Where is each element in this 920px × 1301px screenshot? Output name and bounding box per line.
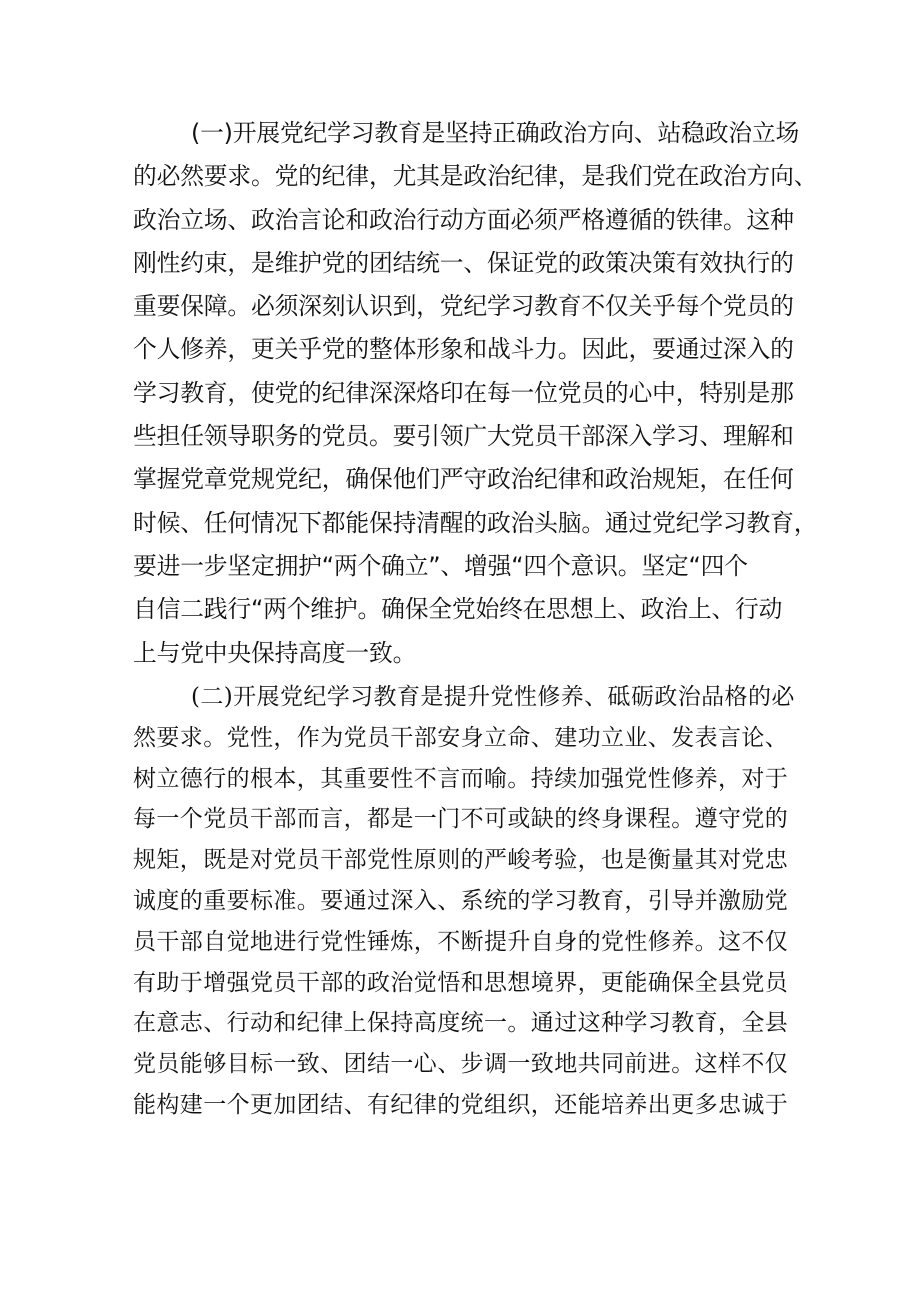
paragraph-line: 些担任领导职务的党员。要引领广大党员干部深入学习、理解和: [133, 422, 794, 451]
paragraph-line: 学习教育，使党的纪律深深烙印在每一位党员的心中，特别是那: [133, 378, 794, 407]
paragraph-line: 个人修养，更关乎党的整体形象和战斗力。因此，要通过深入的: [133, 335, 794, 364]
paragraph-line: 党员能够目标一致、团结一心、步调一致地共同前进。这样不仅: [133, 1051, 789, 1078]
paragraph-line: 自信二践行“两个维护。确保全党始终在思想上、政治上、行动: [133, 595, 783, 624]
paragraph-2: [133, 677, 798, 1126]
paragraph-1: [133, 112, 818, 675]
paragraph-line: 员干部自觉地进行党性锤炼，不断提升自身的党性修养。这不仅: [133, 928, 789, 955]
paragraph-line: 在意志、行动和纪律上保持高度统一。通过这种学习教育，全县: [133, 1010, 789, 1037]
paragraph-line: 树立德行的根本，其重要性不言而喻。持续加强党性修养，对于: [133, 765, 789, 792]
paragraph-line: 规矩，既是对党员干部党性原则的严峻考验，也是衡量其对党忠: [133, 847, 789, 874]
paragraph-line: 时候、任何情况下都能保持清醒的政治头脑。通过党纪学习教育，: [133, 508, 818, 537]
paragraph-line: 要进一步坚定拥护“两个确立”、增强“四个意识。坚定“四个: [133, 551, 748, 580]
paragraph-line: 刚性约束，是维护党的团结统一、保证党的政策决策有效执行的: [133, 248, 794, 277]
paragraph-line: 重要保障。必须深刻认识到，党纪学习教育不仅关乎每个党员的: [133, 292, 794, 321]
paragraph-line: 有助于增强党员干部的政治觉悟和思想境界，更能确保全县党员: [133, 969, 789, 996]
paragraph-line: 政治立场、政治言论和政治行动方面必须严格遵循的铁律。这种: [133, 205, 794, 234]
paragraph-line: (一)开展党纪学习教育是坚持正确政治方向、站稳政治立场: [191, 119, 800, 147]
paragraph-line: 每一个党员干部而言，都是一门不可或缺的终身课程。遵守党的: [133, 806, 789, 833]
paragraph-line: (二)开展党纪学习教育是提升党性修养、砥砺政治品格的必: [191, 684, 795, 710]
paragraph-line: 掌握党章党规党纪，确保他们严守政治纪律和政治规矩，在任何: [133, 465, 794, 494]
paragraph-line: 然要求。党性，作为党员干部安身立命、建功立业、发表言论、: [133, 724, 789, 751]
paragraph-line: 的必然要求。党的纪律，尤其是政治纪律，是我们党在政治方向、: [133, 162, 818, 191]
paragraph-line: 上与党中央保持高度一致。: [133, 638, 417, 667]
paragraph-line: 诚度的重要标准。要通过深入、系统的学习教育，引导并激励党: [133, 887, 789, 914]
paragraph-line: 能构建一个更加团结、有纪律的党组织，还能培养出更多忠诚于: [133, 1091, 789, 1118]
